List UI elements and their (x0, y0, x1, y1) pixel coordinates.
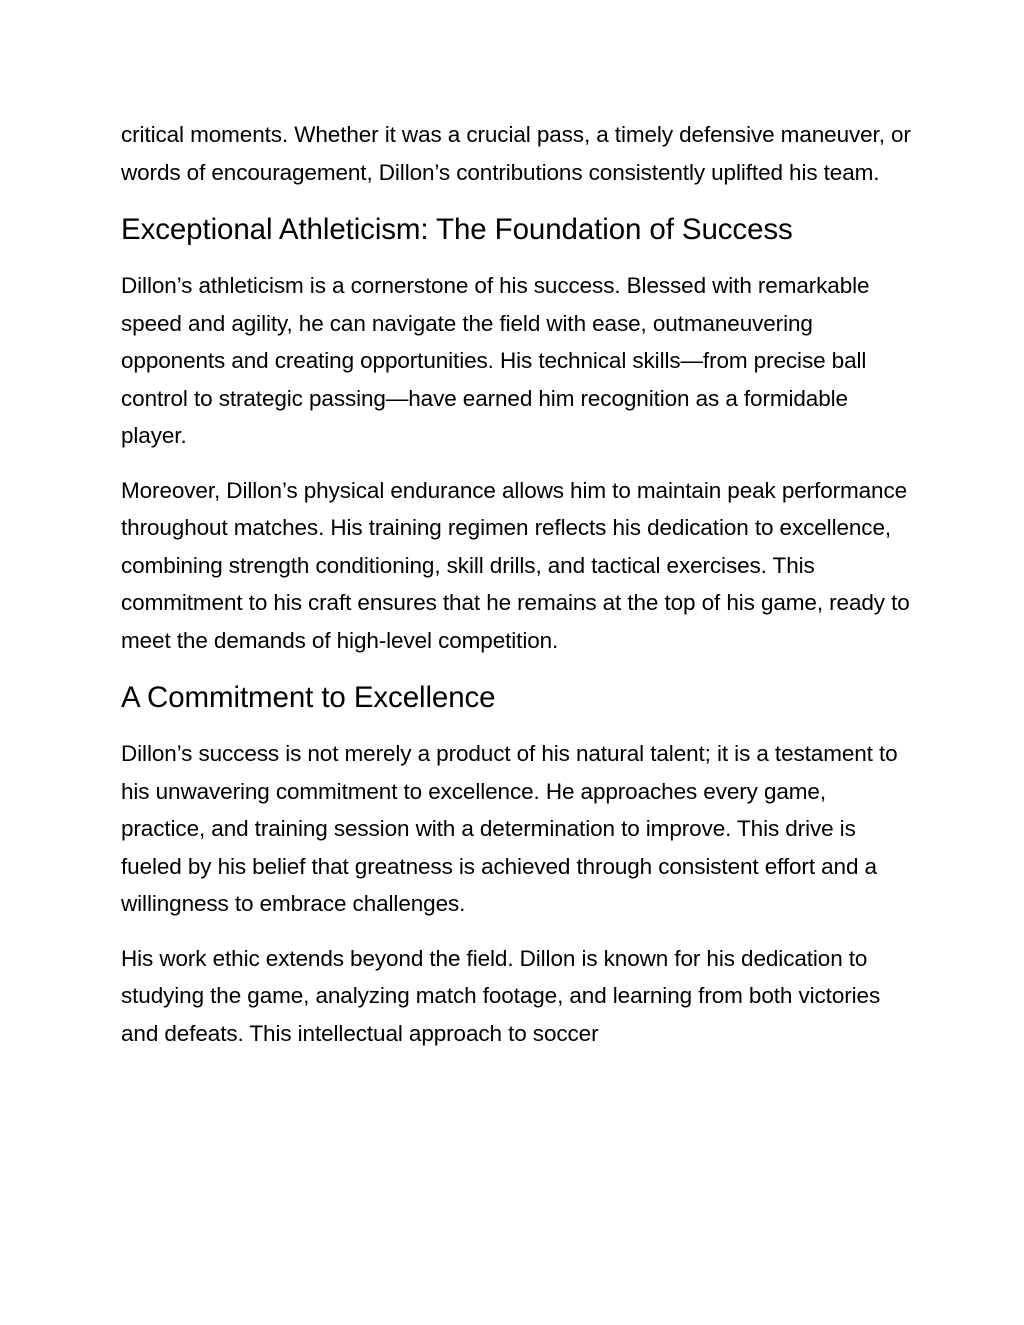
document-body (121, 116, 911, 1069)
paragraph-physical-endurance: Moreover, Dillon’s physical endurance allows him to maintain peak performance throughout matches. His training regimen reflects his dedication to excellence, combining strength conditioning, skill drills, and tactical exercises. This commitment to his craft ensures that he remains at the top of his game, ready to meet the demands of high-level competition. (121, 477, 910, 653)
paragraph-athleticism: Dillon’s athleticism is a cornerstone of his success. Blessed with remarkable speed and agility, he can navigate the field with ease, outmaneuvering opponents and creating opportunities. His technical skills—from precise ball control to strategic passing—have earned him recognition as a formidable player. (121, 273, 870, 448)
paragraph-critical-moments: critical moments. Whether it was a crucial pass, a timely defensive maneuver, or words of encouragement, Dillon’s contributions consistently uplifted his team. (121, 122, 911, 185)
heading-commitment-to-excellence: A Commitment to Excellence (121, 681, 496, 714)
paragraph-commitment: Dillon’s success is not merely a product of his natural talent; it is a testament to his unwavering commitment to excellence. He approaches every game, practice, and training session with a determination to improve. This drive is fueled by his belief that greatness is achieved through consistent effort and a willingness to embrace challenges. (121, 741, 898, 916)
paragraph-work-ethic: His work ethic extends beyond the field. Dillon is known for his dedication to studying the game, analyzing match footage, and learning from both victories and defeats. This intellectual approach to soccer (121, 945, 881, 1046)
heading-exceptional-athleticism: Exceptional Athleticism: The Foundation of Success (121, 213, 793, 246)
